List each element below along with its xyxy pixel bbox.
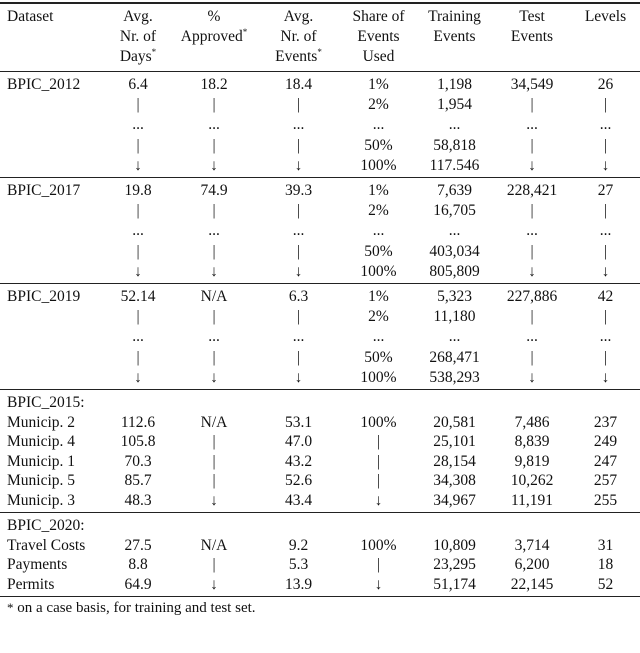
value-cell: ...: [208, 116, 220, 133]
value-cell: ...: [599, 328, 612, 345]
value-cell: |: [212, 452, 216, 470]
value-cell: 39.3: [284, 182, 313, 199]
row-group-bpic-2020: [0, 513, 640, 597]
dataset-cell: Municip. 5: [7, 472, 76, 489]
value-cell: 9.2: [288, 536, 309, 554]
value-cell: |: [296, 95, 301, 113]
value-cell: ...: [372, 116, 385, 133]
dataset-cell: [0, 262, 104, 284]
column-header-line: %: [207, 8, 221, 25]
value-cell: ...: [372, 222, 385, 239]
column-header: [571, 3, 640, 72]
value-cell: [256, 390, 341, 413]
column-header: [172, 3, 256, 72]
value-cell: ...: [526, 222, 538, 239]
value-cell: |: [296, 349, 301, 366]
value-cell: 6.3: [288, 288, 309, 305]
value-cell: |: [212, 201, 216, 219]
value-cell: 1,954: [437, 95, 472, 113]
value-cell: ...: [526, 116, 538, 133]
dataset-cell: [0, 348, 104, 368]
value-cell: 52: [597, 575, 614, 593]
column-header-line: Training: [428, 8, 481, 25]
value-cell: |: [296, 201, 301, 219]
footnote-marker: *: [151, 47, 157, 57]
value-cell: 64.9: [124, 575, 152, 593]
dataset-cell: BPIC_2017: [7, 182, 81, 199]
value-cell: 50%: [364, 137, 393, 154]
value-cell: 34,308: [433, 472, 476, 489]
value-cell: 403,034: [429, 243, 480, 260]
value-cell: |: [212, 307, 216, 325]
value-cell: ↓: [210, 262, 218, 280]
dataset-cell: Municip. 2: [7, 413, 76, 431]
value-cell: 53.1: [284, 413, 313, 431]
value-cell: 50%: [364, 243, 393, 260]
value-cell: |: [296, 137, 301, 154]
value-cell: 6.4: [128, 76, 148, 93]
value-cell: [571, 390, 640, 413]
column-header-line: Events: [275, 48, 318, 65]
value-cell: |: [603, 349, 608, 366]
value-cell: 3,714: [514, 536, 550, 554]
value-cell: |: [376, 472, 381, 489]
row-group-bpic-2012: [0, 72, 640, 178]
value-cell: |: [530, 201, 534, 219]
table-row: [0, 307, 640, 327]
table-header: [0, 3, 640, 72]
table-row: [0, 220, 640, 242]
table-row: [0, 201, 640, 221]
value-cell: |: [212, 243, 216, 260]
table-row: [0, 136, 640, 156]
value-cell: 228,421: [506, 182, 558, 199]
column-header: [493, 3, 571, 72]
table-row: [0, 262, 640, 284]
column-header: [416, 3, 493, 72]
value-cell: [172, 513, 256, 536]
dataset-cell: Municip. 1: [7, 452, 76, 470]
value-cell: ↓: [528, 368, 536, 386]
dataset-cell: BPIC_2015:: [7, 394, 85, 411]
value-cell: [172, 390, 256, 413]
row-group-bpic-2015: [0, 390, 640, 513]
value-cell: ...: [208, 222, 220, 239]
dataset-cell: [0, 201, 104, 221]
value-cell: |: [530, 137, 534, 154]
value-cell: [104, 390, 172, 413]
value-cell: 6,200: [514, 556, 550, 573]
value-cell: |: [212, 433, 216, 450]
value-cell: 10,262: [510, 472, 554, 489]
value-cell: [416, 513, 493, 536]
value-cell: |: [376, 433, 381, 450]
table-row: [0, 452, 640, 472]
value-cell: ↓: [134, 156, 142, 174]
value-cell: ↓: [210, 368, 218, 386]
value-cell: 227,886: [506, 288, 558, 305]
column-header-line: Approved: [180, 28, 243, 45]
value-cell: 31: [597, 536, 614, 554]
column-header-line: Nr. of: [280, 28, 317, 45]
value-cell: ↓: [134, 262, 142, 280]
value-cell: 51,174: [433, 575, 476, 593]
value-cell: 16,705: [433, 201, 476, 219]
value-cell: |: [212, 137, 216, 154]
column-header-line: Days: [119, 48, 152, 65]
dataset-cell: BPIC_2019: [7, 288, 81, 305]
value-cell: 22,145: [510, 575, 554, 593]
value-cell: ↓: [601, 368, 610, 386]
value-cell: 247: [593, 452, 618, 470]
value-cell: |: [136, 307, 140, 325]
column-header: [104, 3, 172, 72]
value-cell: ...: [292, 328, 305, 345]
dataset-cell: Payments: [7, 556, 68, 573]
value-cell: 100%: [360, 413, 397, 431]
table-row: [0, 156, 640, 178]
table-row: [0, 390, 640, 413]
value-cell: 117.546: [429, 156, 480, 174]
value-cell: ↓: [294, 368, 303, 386]
dataset-cell: Permits: [7, 575, 55, 593]
value-cell: ↓: [294, 262, 303, 280]
value-cell: 112.6: [120, 413, 156, 431]
dataset-cell: BPIC_2012: [7, 76, 81, 93]
table-row: [0, 513, 640, 536]
value-cell: 257: [593, 472, 618, 489]
row-group-bpic-2019: [0, 284, 640, 390]
value-cell: 48.3: [124, 491, 152, 509]
value-cell: 2%: [368, 307, 389, 325]
dataset-cell: [0, 307, 104, 327]
value-cell: 85.7: [124, 472, 152, 489]
column-header-line: Share of: [352, 8, 405, 25]
value-cell: 20,581: [433, 413, 476, 431]
value-cell: 10,809: [433, 536, 476, 554]
value-cell: 18.2: [200, 76, 228, 93]
value-cell: [493, 513, 571, 536]
value-cell: ↓: [601, 156, 610, 174]
table-row: [0, 536, 640, 556]
value-cell: |: [212, 95, 216, 113]
value-cell: ↓: [210, 575, 218, 593]
value-cell: 805,809: [429, 262, 480, 280]
value-cell: |: [212, 349, 216, 366]
value-cell: 70.3: [124, 452, 152, 470]
value-cell: ...: [372, 328, 385, 345]
table-row: [0, 114, 640, 136]
column-header: [341, 3, 416, 72]
value-cell: 2%: [368, 201, 389, 219]
value-cell: N/A: [200, 413, 228, 431]
value-cell: 47.0: [284, 433, 313, 450]
value-cell: 18.4: [284, 76, 313, 93]
value-cell: ...: [132, 222, 144, 239]
value-cell: |: [530, 95, 534, 113]
value-cell: 11,191: [510, 491, 554, 509]
value-cell: [341, 513, 416, 536]
value-cell: ...: [208, 328, 220, 345]
value-cell: 5,323: [437, 288, 472, 305]
value-cell: 100%: [360, 156, 397, 174]
value-cell: 11,180: [433, 307, 476, 325]
value-cell: 237: [593, 413, 618, 431]
value-cell: |: [212, 472, 216, 489]
footnote-text: on a case basis, for training and test set.: [13, 600, 256, 616]
table-row: [0, 242, 640, 262]
value-cell: 249: [593, 433, 618, 450]
dataset-cell: [0, 114, 104, 136]
value-cell: 13.9: [284, 575, 313, 593]
value-cell: ↓: [601, 262, 610, 280]
column-header-line: Events: [510, 28, 554, 45]
value-cell: ↓: [294, 156, 303, 174]
value-cell: ↓: [528, 156, 536, 174]
value-cell: ↓: [374, 491, 383, 509]
value-cell: |: [296, 307, 301, 325]
dataset-cell: Travel Costs: [7, 536, 86, 554]
value-cell: 26: [597, 76, 614, 93]
value-cell: 255: [593, 491, 618, 509]
value-cell: ↓: [374, 575, 383, 593]
dataset-cell: [0, 368, 104, 390]
dataset-cell: [0, 220, 104, 242]
value-cell: |: [530, 349, 534, 366]
value-cell: |: [603, 137, 608, 154]
dataset-cell: [0, 326, 104, 348]
value-cell: ...: [448, 328, 461, 345]
value-cell: 8.8: [128, 556, 148, 573]
value-cell: ...: [526, 328, 538, 345]
value-cell: 43.2: [284, 452, 313, 470]
value-cell: 19.8: [124, 182, 152, 199]
dataset-cell: BPIC_2020:: [7, 517, 85, 534]
table-row: [0, 471, 640, 491]
column-header-line: Avg.: [283, 8, 314, 25]
table-row: [0, 284, 640, 307]
value-cell: ↓: [210, 491, 218, 509]
value-cell: 105.8: [120, 433, 156, 450]
value-cell: |: [603, 243, 608, 260]
value-cell: 100%: [360, 262, 397, 280]
value-cell: |: [212, 556, 216, 573]
column-header-line: Events: [433, 28, 476, 45]
value-cell: |: [530, 243, 534, 260]
table-row: [0, 95, 640, 115]
table-row: [0, 491, 640, 513]
table-row: [0, 178, 640, 201]
value-cell: 34,549: [510, 76, 554, 93]
value-cell: 52.14: [120, 288, 156, 305]
value-cell: [341, 390, 416, 413]
value-cell: |: [136, 243, 140, 260]
value-cell: 58,818: [433, 137, 476, 154]
dataset-cell: Municip. 4: [7, 433, 76, 450]
value-cell: |: [530, 307, 534, 325]
value-cell: N/A: [200, 536, 228, 554]
value-cell: |: [603, 307, 608, 325]
value-cell: 27: [597, 182, 614, 199]
value-cell: 538,293: [429, 368, 480, 386]
value-cell: ...: [599, 222, 612, 239]
value-cell: ...: [292, 116, 305, 133]
table-footnote: [0, 600, 640, 617]
table-row: [0, 413, 640, 433]
value-cell: ...: [448, 222, 461, 239]
dataset-cell: Municip. 3: [7, 491, 76, 509]
value-cell: 100%: [360, 368, 397, 386]
footnote-marker: *: [242, 27, 248, 37]
dataset-cell: [0, 95, 104, 115]
value-cell: 7,486: [514, 413, 550, 431]
value-cell: ...: [132, 116, 144, 133]
dataset-statistics-table: [0, 2, 640, 597]
value-cell: 23,295: [433, 556, 476, 573]
row-group-bpic-2017: [0, 178, 640, 284]
value-cell: ...: [448, 116, 461, 133]
value-cell: 2%: [368, 95, 389, 113]
value-cell: 268,471: [429, 349, 480, 366]
value-cell: |: [376, 556, 381, 573]
value-cell: [571, 513, 640, 536]
table-row: [0, 348, 640, 368]
footnote-marker: *: [7, 600, 14, 615]
dataset-cell: [0, 242, 104, 262]
dataset-cell: [0, 156, 104, 178]
column-header-line: Test: [519, 8, 545, 25]
value-cell: |: [136, 349, 140, 366]
value-cell: ↓: [210, 156, 218, 174]
column-header-line: Used: [362, 48, 395, 65]
value-cell: 8,839: [514, 433, 550, 450]
value-cell: 74.9: [200, 182, 228, 199]
table-row: [0, 555, 640, 575]
column-header: [256, 3, 341, 72]
value-cell: 52.6: [284, 472, 313, 489]
table-row: [0, 575, 640, 597]
value-cell: 7,639: [437, 182, 472, 199]
table-row: [0, 72, 640, 95]
column-header-line: Avg.: [123, 8, 153, 25]
value-cell: 28,154: [433, 452, 476, 470]
value-cell: 1%: [368, 182, 389, 199]
value-cell: [493, 390, 571, 413]
value-cell: 5.3: [288, 556, 309, 573]
column-header-line: Nr. of: [119, 28, 157, 45]
table-row: [0, 326, 640, 348]
value-cell: 9,819: [514, 452, 550, 470]
value-cell: [416, 390, 493, 413]
value-cell: |: [136, 95, 140, 113]
footnote-marker: *: [317, 47, 322, 57]
column-header-line: Dataset: [7, 8, 54, 25]
column-header-line: Levels: [584, 8, 627, 25]
dataset-cell: [0, 136, 104, 156]
value-cell: N/A: [200, 288, 228, 305]
value-cell: [256, 513, 341, 536]
value-cell: |: [603, 201, 608, 219]
value-cell: ↓: [134, 368, 142, 386]
value-cell: ...: [132, 328, 144, 345]
value-cell: |: [296, 243, 301, 260]
value-cell: |: [603, 95, 608, 113]
value-cell: |: [376, 452, 381, 470]
value-cell: 43.4: [284, 491, 313, 509]
value-cell: 18: [597, 556, 614, 573]
value-cell: 50%: [364, 349, 393, 366]
value-cell: 1%: [368, 76, 389, 93]
value-cell: |: [136, 201, 140, 219]
value-cell: 42: [597, 288, 614, 305]
value-cell: |: [136, 137, 140, 154]
value-cell: [104, 513, 172, 536]
value-cell: ↓: [528, 262, 536, 280]
value-cell: ...: [599, 116, 612, 133]
table-row: [0, 368, 640, 390]
value-cell: 100%: [360, 536, 397, 554]
column-header-line: Events: [357, 28, 400, 45]
value-cell: 1%: [368, 288, 389, 305]
value-cell: 34,967: [433, 491, 476, 509]
value-cell: 1,198: [437, 76, 472, 93]
value-cell: 27.5: [124, 536, 152, 554]
value-cell: 25,101: [433, 433, 476, 450]
table-row: [0, 432, 640, 452]
value-cell: ...: [292, 222, 305, 239]
column-header: [0, 3, 104, 72]
